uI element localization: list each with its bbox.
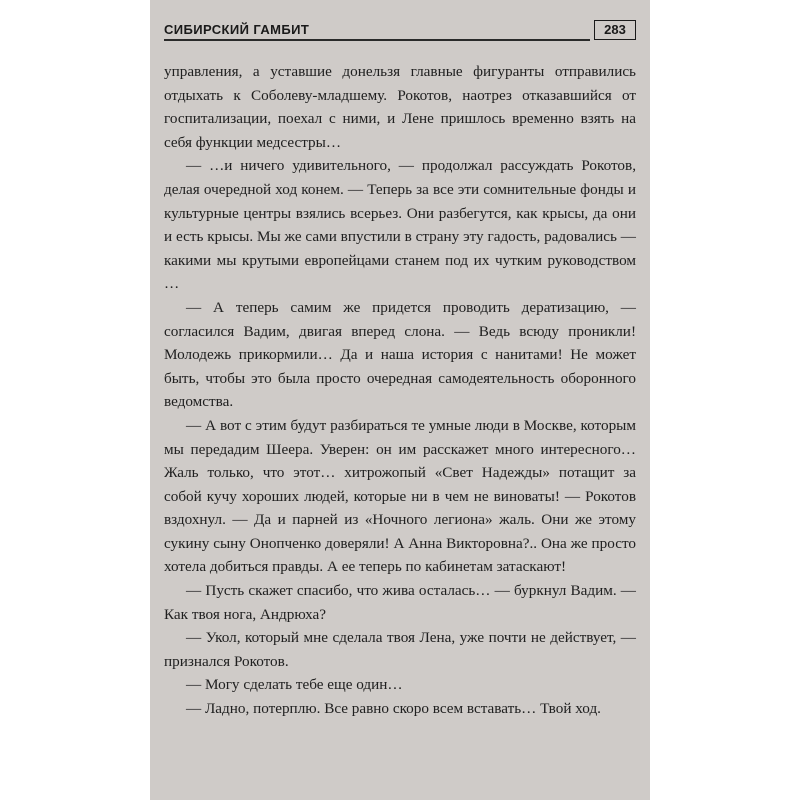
paragraph: — Пусть скажет спасибо, что жива осталась… — буркнул Вадим. — Как твоя нога, Андрюха?: [164, 582, 636, 623]
paragraph: — Могу сделать тебе еще один…: [186, 676, 403, 694]
paragraph: управления, а уставшие донельзя главные фигуранты отправились отдыхать к Соболеву-младшему. Рокотов, наотрез отказавшийся от госпитализации, поехал с ними, и Лене пришлось временно взять на себя функции медсестры…: [164, 63, 636, 151]
header-rule: [164, 39, 590, 41]
paragraph: — А вот с этим будут разбираться те умные люди в Москве, которым мы передадим Шеера. Уверен: он им расскажет много интересного… Жаль только, что этот… хитрожопый «Свет Надежды» потащит за собой кучу хороших людей, которые ни в чем не виноваты! — Рокотов вздохнул. — Да и парней из «Ночного легиона» жаль. Они же этому сукину сыну Онопченко доверяли! А Анна Викторовна?.. Она же просто хотела добиться правды. А ее теперь по кабинетам затаскают!: [164, 416, 636, 576]
paragraph: — А теперь самим же придется проводить дератизацию, — согласился Вадим, двигая вперед слона. — Ведь всюду проникли! Молодежь прикормили… Да и наша история с нанитами! Не может быть, чтобы это была просто очередная самодеятельность оборонного ведомства.: [164, 298, 636, 411]
page-number: 283: [594, 20, 636, 40]
paragraph: — Ладно, потерплю. Все равно скоро всем вставать… Твой ход.: [186, 700, 601, 718]
paragraph: — Укол, который мне сделала твоя Лена, уже почти не действует, — признался Рокотов.: [164, 629, 636, 670]
body-text: [164, 60, 636, 721]
paragraph: — …и ничего удивительного, — продолжал рассуждать Рокотов, делая очередной ход конем. — Теперь за все эти сомнительные фонды и культурные центры взялись всерьез. Они разбегутся, как крысы, да они и есть крысы. Мы же сами впустили в страну эту гадость, радовались — какими мы крутыми европейцами станем под их чутким руководством …: [164, 157, 636, 293]
running-head-title: СИБИРСКИЙ ГАМБИТ: [164, 22, 310, 37]
page-header: [164, 20, 636, 44]
book-page: [150, 0, 650, 800]
